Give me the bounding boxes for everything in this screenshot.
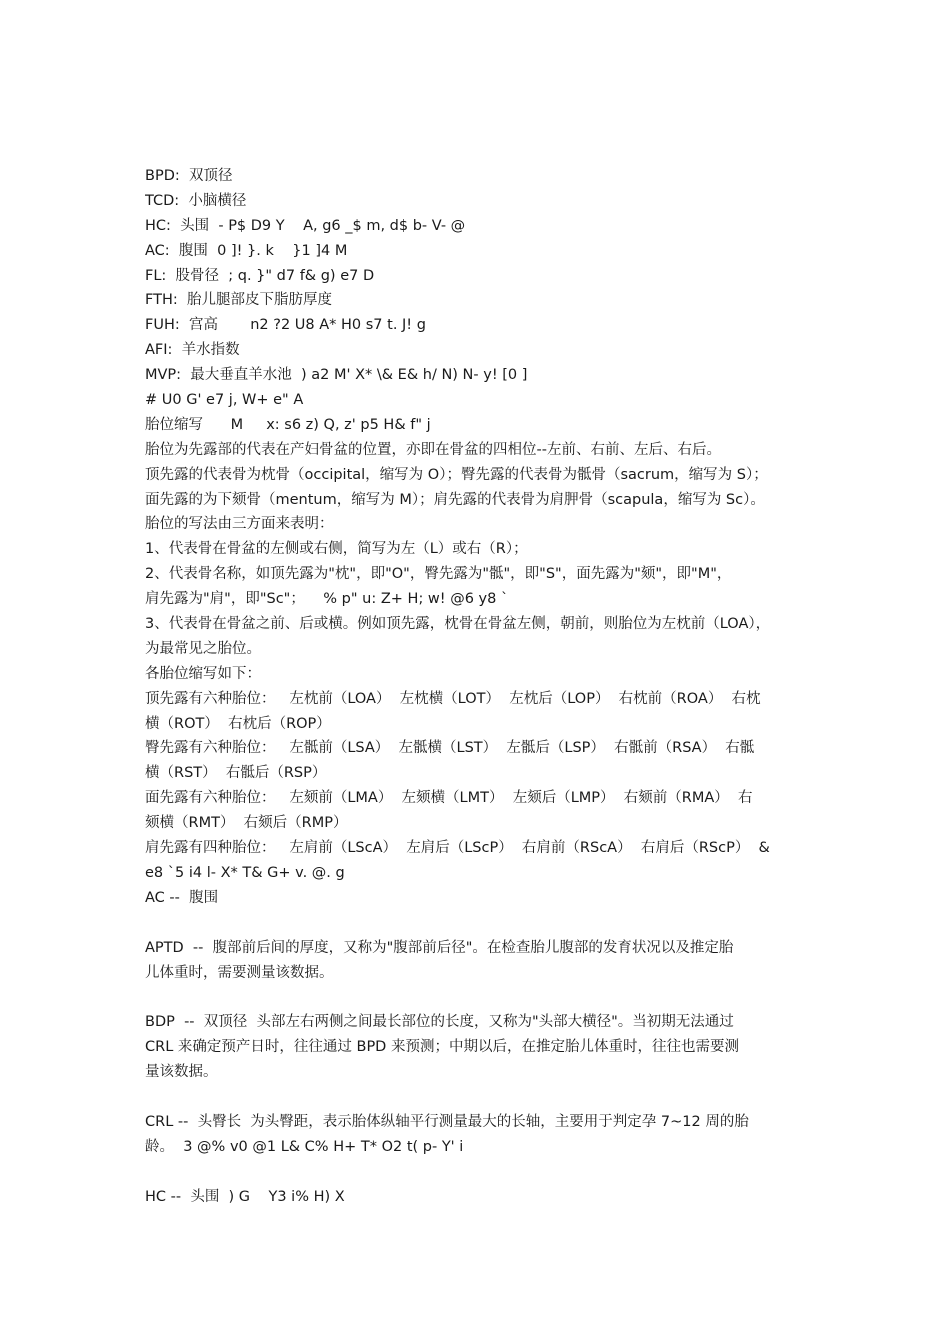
spacer: [145, 1085, 807, 1110]
text-line-fl: FL: 股骨径 ; q. }" d7 f& g) e7 D: [145, 267, 375, 284]
text-line-rule-2-cont: 肩先露为"肩"，即"Sc"； % p" u: Z+ H; w! @6 y8 `: [145, 591, 509, 608]
text-line-afi: AFI: 羊水指数: [145, 342, 240, 359]
text-line-fetal-position-definition: 胎位为先露部的代表在产妇骨盆的位置，亦即在骨盆的四相位--左前、右前、左后、右后。: [145, 441, 721, 458]
text-line-breech-positions-cont: 横（RST） 右骶后（RSP）: [145, 765, 327, 782]
text-line-rule-3-cont: 为最常见之胎位。: [145, 640, 261, 657]
text-line-noise-2: e8 `5 i4 l- X* T& G+ v. @. g: [145, 864, 345, 881]
spacer: [145, 985, 807, 1010]
text-line-rule-1: 1、代表骨在骨盆的左侧或右侧，简写为左（L）或右（R）；: [145, 541, 528, 558]
text-line-face-shoulder: 面先露的为下颏骨（mentum，缩写为 M）；肩先露的代表骨为肩胛骨（scapula，缩写为 Sc）。: [145, 491, 765, 508]
paragraph-line: 量该数据。: [145, 1064, 218, 1081]
text-line-bpd: BPD: 双顶径: [145, 168, 233, 184]
text-line-fth: FTH: 胎儿腿部皮下脂肪厚度: [145, 292, 332, 309]
paragraph-line: APTD -- 腹部前后间的厚度，又称为"腹部前后径"。在检查胎儿腹部的发育状况以及推定胎: [145, 939, 734, 956]
text-line-vertex-positions-cont: 横（ROT） 右枕后（ROP）: [145, 715, 331, 732]
text-line-rule-3: 3、代表骨在骨盆之前、后或横。例如顶先露，枕骨在骨盆左侧，朝前，则胎位为左枕前（LOA），: [145, 616, 771, 633]
spacer: [145, 911, 807, 936]
text-line-noise: # U0 G' e7 j, W+ e" A: [145, 392, 304, 409]
paragraph-line: HC -- 头围 ) G Y3 i% H) X: [145, 1188, 345, 1205]
text-line-rule-2: 2、代表骨名称，如顶先露为"枕"，即"O"，臀先露为"骶"，即"S"，面先露为"颏"，即"M"，: [145, 566, 732, 583]
text-line-fetal-position-heading: 胎位缩写 M x: s6 z) Q, z' p5 H& f" j: [145, 416, 431, 433]
text-line-breech-positions: 臀先露有六种胎位： 左骶前（LSA） 左骶横（LST） 左骶后（LSP） 右骶前（RSA） 右骶: [145, 740, 755, 757]
text-line-vertex-sacrum: 顶先露的代表骨为枕骨（occipital，缩写为 O）；臀先露的代表骨为骶骨（sacrum，缩写为 S）；: [145, 466, 768, 483]
paragraph-line: BDP -- 双顶径 头部左右两侧之间最长部位的长度，又称为"头部大横径"。当初期无法通过: [145, 1014, 734, 1031]
text-line-mvp: MVP: 最大垂直羊水池 ) a2 M' X* \& E& h/ N) N- y! [0 ]: [145, 367, 528, 384]
text-line-face-positions-cont: 颏横（RMT） 右颏后（RMP）: [145, 815, 348, 832]
text-line-tcd: TCD: 小脑横径: [145, 192, 247, 209]
paragraph-line: 龄。 3 @% v0 @1 L& C% H+ T* O2 t( p- Y' i: [145, 1138, 464, 1155]
paragraph-bdp: [145, 1010, 807, 1085]
paragraph-crl: [145, 1110, 807, 1160]
text-line-shoulder-positions: 肩先露有四种胎位： 左肩前（LScA） 左肩后（LScP） 右肩前（RScA） 右肩后（RScP） &: [145, 840, 770, 857]
text-line-vertex-positions: 顶先露有六种胎位： 左枕前（LOA） 左枕横（LOT） 左枕后（LOP） 右枕前（ROA） 右枕: [145, 690, 761, 707]
text-line-notation-intro: 胎位的写法由三方面来表明：: [145, 516, 334, 533]
text-line-fuh: FUH: 宫高 n2 ?2 U8 A* H0 s7 t. J! g: [145, 317, 426, 334]
text-line-face-positions: 面先露有六种胎位： 左颏前（LMA） 左颏横（LMT） 左颏后（LMP） 右颏前（RMA） 右: [145, 790, 753, 807]
spacer: [145, 1160, 807, 1185]
text-line-ac-definition-heading: AC -- 腹围: [145, 889, 219, 906]
paragraph-line: 儿体重时，需要测量该数据。: [145, 964, 334, 981]
paragraph-aptd: [145, 936, 807, 986]
text-line-hc: HC: 头围 - P$ D9 Y A, g6 _$ m, d$ b- V- @: [145, 217, 466, 234]
paragraph-hc: [145, 1185, 807, 1210]
document-body: [145, 164, 807, 1209]
text-line-abbrev-heading: 各胎位缩写如下：: [145, 665, 261, 682]
paragraph-line: CRL -- 头臀长 为头臀距，表示胎体纵轴平行测量最大的长轴，主要用于判定孕 7~12 周的胎: [145, 1113, 749, 1130]
paragraph-line: CRL 来确定预产日时，往往通过 BPD 来预测；中期以后，在推定胎儿体重时，往往也需要测: [145, 1039, 739, 1056]
text-line-ac: AC: 腹围 0 ]! }. k }1 ]4 M: [145, 242, 348, 259]
